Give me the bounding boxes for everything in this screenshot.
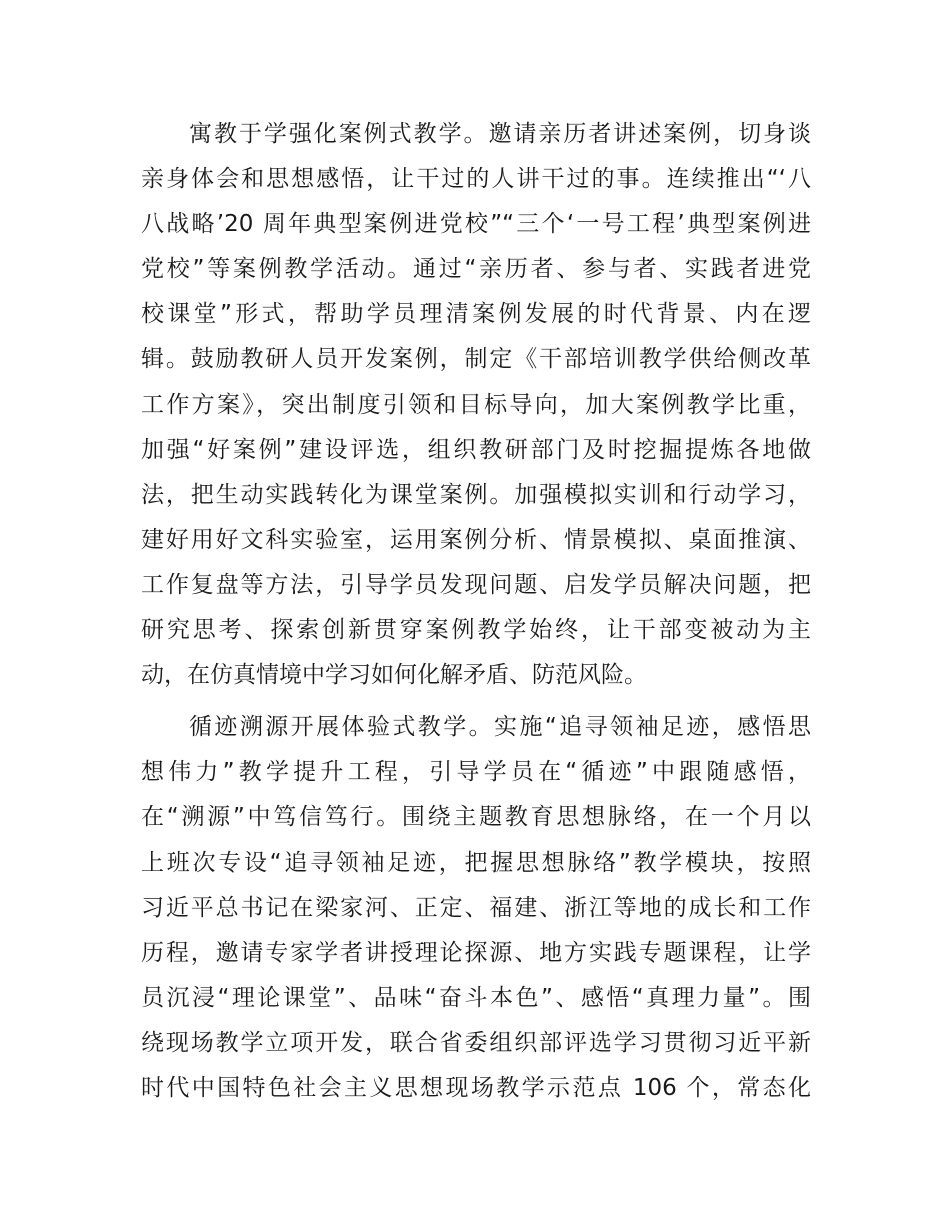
text-line: 员沉浸“理论课堂”、品味“奋斗本色”、感悟“真理力量”。围	[141, 984, 811, 1011]
text-line: 动，在仿真情境中学习如何化解矛盾、防范风险。	[141, 662, 647, 689]
text-line: 寓教于学强化案例式教学。邀请亲历者讲述案例，切身谈	[189, 121, 811, 147]
document-body	[141, 112, 811, 1111]
text-line: 加强“好案例”建设评选，组织教研部门及时挖掘提炼各地做	[141, 436, 811, 463]
text-line: 绕现场教学立项开发，联合省委组织部评选学习贯彻习近平新	[141, 1029, 811, 1056]
paragraph-spacer	[141, 698, 811, 705]
text-line: 党校”等案例教学活动。通过“亲历者、参与者、实践者进党	[141, 256, 811, 283]
text-line: 习近平总书记在梁家河、正定、福建、浙江等地的成长和工作	[141, 894, 811, 921]
text-line: 工作复盘等方法，引导学员发现问题、启发学员解决问题，把	[141, 571, 811, 598]
text-line: 历程，邀请专家学者讲授理论探源、地方实践专题课程，让学	[141, 939, 811, 966]
text-line: 工作方案》，突出制度引领和目标导向，加大案例教学比重，	[141, 391, 811, 418]
text-line: 在“溯源”中笃信笃行。围绕主题教育思想脉络，在一个月以	[141, 804, 811, 831]
text-line: 循迹溯源开展体验式教学。实施“追寻领袖足迹，感悟思	[189, 714, 811, 741]
paragraph-case-teaching	[141, 112, 811, 698]
text-line: 研究思考、探索创新贯穿案例教学始终，让干部变被动为主	[141, 617, 811, 644]
paragraph-experiential-teaching	[141, 705, 811, 1111]
text-line: 时代中国特色社会主义思想现场教学示范点 106 个，常态化	[141, 1074, 811, 1101]
text-line: 校课堂”形式，帮助学员理清案例发展的时代背景、内在逻	[141, 301, 811, 328]
text-line: 亲身体会和思想感悟，让干过的人讲干过的事。连续推出“‘八	[141, 166, 811, 193]
text-line: 上班次专设“追寻领袖足迹，把握思想脉络”教学模块，按照	[141, 849, 811, 876]
text-line: 建好用好文科实验室，运用案例分析、情景模拟、桌面推演、	[141, 526, 811, 553]
text-line: 八战略’20 周年典型案例进党校”“三个‘一号工程’典型案例进	[141, 211, 811, 238]
text-line: 想伟力”教学提升工程，引导学员在“循迹”中跟随感悟，	[141, 759, 811, 786]
text-line: 辑。鼓励教研人员开发案例，制定《干部培训教学供给侧改革	[141, 346, 811, 373]
text-line: 法，把生动实践转化为课堂案例。加强模拟实训和行动学习，	[141, 481, 811, 508]
